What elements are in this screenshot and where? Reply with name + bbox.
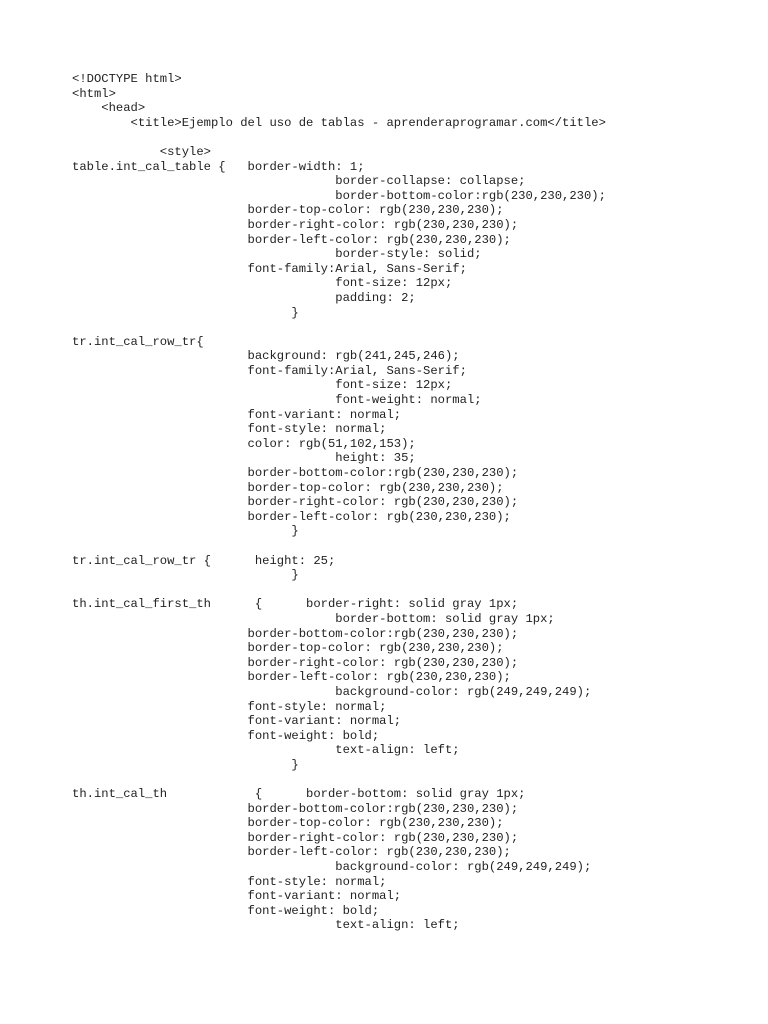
- code-line: }: [72, 568, 299, 583]
- code-line: [72, 583, 606, 598]
- code-line: border-style: solid;: [72, 247, 482, 262]
- code-line: tr.int_cal_row_tr { height: 25;: [72, 553, 336, 568]
- code-line: table.int_cal_table { border-width: 1;: [72, 159, 365, 174]
- code-line: <style>: [72, 144, 211, 159]
- code-line: th.int_cal_first_th { border-right: solid gray 1px;: [72, 597, 519, 612]
- code-line: text-align: left;: [72, 918, 460, 933]
- code-line: font-size: 12px;: [72, 276, 453, 291]
- code-line: border-top-color: rgb(230,230,230);: [72, 480, 504, 495]
- code-line: border-bottom: solid gray 1px;: [72, 611, 555, 626]
- code-line: border-right-color: rgb(230,230,230);: [72, 217, 519, 232]
- code-line: font-variant: normal;: [72, 714, 402, 729]
- code-line: [72, 539, 606, 554]
- code-line: border-right-color: rgb(230,230,230);: [72, 830, 519, 845]
- code-line: <html>: [72, 86, 116, 101]
- code-line: border-collapse: collapse;: [72, 174, 526, 189]
- code-line: border-bottom-color:rgb(230,230,230);: [72, 801, 519, 816]
- code-line: font-weight: bold;: [72, 728, 380, 743]
- code-line: font-style: normal;: [72, 422, 387, 437]
- code-line: <head>: [72, 101, 146, 116]
- code-line: border-top-color: rgb(230,230,230);: [72, 816, 504, 831]
- code-line: border-bottom-color:rgb(230,230,230);: [72, 626, 519, 641]
- code-line: [72, 773, 606, 788]
- code-line: font-variant: normal;: [72, 889, 402, 904]
- code-line: <title>Ejemplo del uso de tablas - aprenderaprogramar.com</title>: [72, 115, 606, 130]
- code-line: background-color: rgb(249,249,249);: [72, 860, 592, 875]
- code-line: padding: 2;: [72, 290, 416, 305]
- code-line: font-weight: bold;: [72, 903, 380, 918]
- code-line: }: [72, 757, 299, 772]
- code-line: tr.int_cal_row_tr{: [72, 334, 204, 349]
- code-line: [72, 130, 606, 145]
- code-line: border-left-color: rgb(230,230,230);: [72, 845, 511, 860]
- code-line: height: 35;: [72, 451, 416, 466]
- code-line: background-color: rgb(249,249,249);: [72, 684, 592, 699]
- code-line: border-top-color: rgb(230,230,230);: [72, 641, 504, 656]
- code-line: font-family:Arial, Sans-Serif;: [72, 363, 467, 378]
- code-line: text-align: left;: [72, 743, 460, 758]
- code-line: [72, 320, 606, 335]
- code-line: border-right-color: rgb(230,230,230);: [72, 495, 519, 510]
- code-line: border-left-color: rgb(230,230,230);: [72, 670, 511, 685]
- code-line: border-left-color: rgb(230,230,230);: [72, 509, 511, 524]
- code-listing: [72, 72, 606, 933]
- code-line: border-bottom-color:rgb(230,230,230);: [72, 466, 519, 481]
- code-line: font-style: normal;: [72, 874, 387, 889]
- code-line: font-style: normal;: [72, 699, 387, 714]
- code-line: th.int_cal_th { border-bottom: solid gray 1px;: [72, 787, 526, 802]
- code-line: font-variant: normal;: [72, 407, 402, 422]
- code-line: font-family:Arial, Sans-Serif;: [72, 261, 467, 276]
- code-line: background: rgb(241,245,246);: [72, 349, 460, 364]
- code-line: }: [72, 524, 299, 539]
- code-line: font-weight: normal;: [72, 393, 482, 408]
- code-line: }: [72, 305, 299, 320]
- code-line: border-right-color: rgb(230,230,230);: [72, 655, 519, 670]
- code-line: border-bottom-color:rgb(230,230,230);: [72, 188, 606, 203]
- code-line: border-top-color: rgb(230,230,230);: [72, 203, 504, 218]
- code-line: font-size: 12px;: [72, 378, 453, 393]
- code-line: color: rgb(51,102,153);: [72, 436, 416, 451]
- code-line: <!DOCTYPE html>: [72, 72, 182, 86]
- code-line: border-left-color: rgb(230,230,230);: [72, 232, 511, 247]
